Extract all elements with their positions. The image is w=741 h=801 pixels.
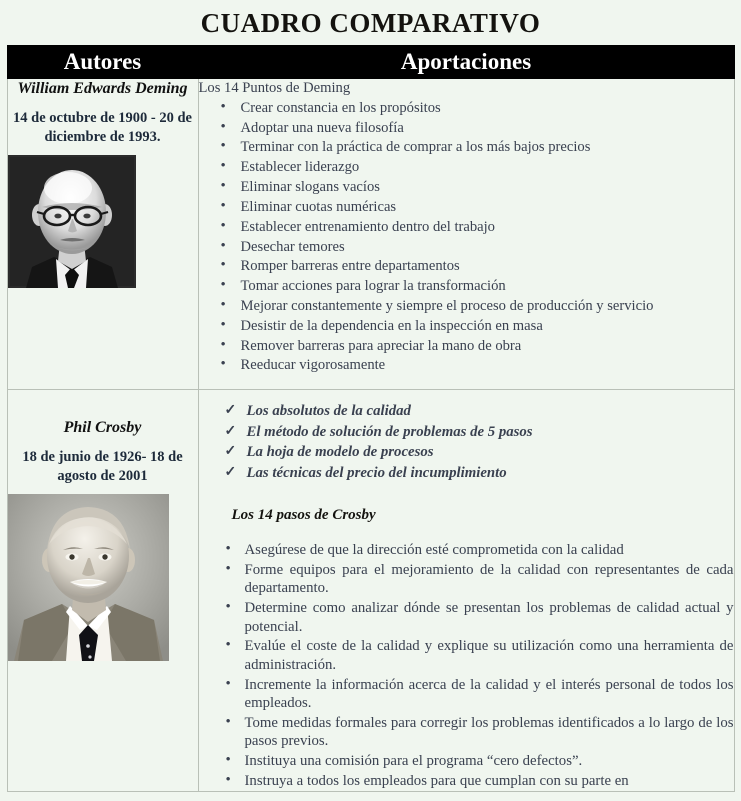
list-item: • Adoptar una nueva filosofía bbox=[241, 119, 734, 138]
list-item: • Forme equipos para el mejoramiento de la calidad con representantes de cada departamento. bbox=[245, 561, 734, 598]
table-header-row bbox=[7, 46, 734, 79]
list-item: • Mejorar constantemente y siempre el proceso de producción y servicio bbox=[241, 297, 734, 316]
contributions-cell-deming bbox=[198, 79, 734, 390]
list-item: ✓ Los absolutos de la calidad bbox=[247, 402, 734, 422]
list-item: • Instituya una comisión para el programa “cero defectos”. bbox=[245, 752, 734, 771]
list-item: • Desistir de la dependencia en la inspección en masa bbox=[241, 317, 734, 336]
table-row bbox=[7, 390, 734, 792]
list-item: • Eliminar slogans vacíos bbox=[241, 178, 734, 197]
author-name: William Edwards Deming bbox=[17, 80, 188, 97]
list-item: • Desechar temores bbox=[241, 238, 734, 257]
column-header-aportaciones: Aportaciones bbox=[198, 46, 734, 79]
table-row bbox=[7, 79, 734, 390]
column-header-autores: Autores bbox=[7, 46, 198, 79]
author-name: Phil Crosby bbox=[63, 419, 142, 436]
deming-portrait bbox=[8, 155, 136, 288]
list-item: • Incremente la información acerca de la calidad y el interés personal de todos los empleados. bbox=[245, 676, 734, 713]
page-title: CUADRO COMPARATIVO bbox=[200, 8, 541, 38]
list-item: • Tomar acciones para lograr la transformación bbox=[241, 277, 734, 296]
deming-lead: Los 14 Puntos de Deming bbox=[198, 80, 351, 96]
list-item: • Asegúrese de que la dirección esté comprometida con la calidad bbox=[245, 541, 734, 560]
crosby-steps-list bbox=[199, 541, 734, 790]
crosby-absolutes-list bbox=[199, 402, 734, 484]
author-cell-crosby bbox=[7, 390, 198, 792]
list-item: ✓ El método de solución de problemas de 5 pasos bbox=[247, 423, 734, 443]
author-dates: 18 de junio de 1926- 18 de agosto de 2001 bbox=[22, 449, 183, 484]
contributions-cell-crosby bbox=[198, 390, 734, 792]
list-item: • Evalúe el coste de la calidad y explique su utilización como una herramienta de administración. bbox=[245, 637, 734, 674]
author-dates: 14 de octubre de 1900 - 20 de diciembre de 1993. bbox=[13, 110, 192, 145]
list-item: • Instruya a todos los empleados para que cumplan con su parte en bbox=[245, 772, 734, 791]
list-item: • Eliminar cuotas numéricas bbox=[241, 198, 734, 217]
list-item: • Romper barreras entre departamentos bbox=[241, 257, 734, 276]
list-item: ✓ Las técnicas del precio del incumplimiento bbox=[247, 464, 734, 484]
deming-bullet-list bbox=[199, 99, 734, 375]
comparative-table bbox=[7, 45, 735, 792]
list-item: • Determine como analizar dónde se presentan los problemas de calidad actual y potencial. bbox=[245, 599, 734, 636]
crosby-portrait bbox=[8, 494, 169, 661]
list-item: ✓ La hoja de modelo de procesos bbox=[247, 443, 734, 463]
list-item: • Establecer liderazgo bbox=[241, 158, 734, 177]
list-item: • Reeducar vigorosamente bbox=[241, 356, 734, 375]
list-item: • Terminar con la práctica de comprar a los más bajos precios bbox=[241, 138, 734, 157]
list-item: • Tome medidas formales para corregir los problemas identificados a lo largo de los pasos previos. bbox=[245, 714, 734, 751]
crosby-subheading: Los 14 pasos de Crosby bbox=[231, 506, 376, 523]
list-item: • Establecer entrenamiento dentro del trabajo bbox=[241, 218, 734, 237]
list-item: • Remover barreras para apreciar la mano de obra bbox=[241, 337, 734, 356]
list-item: • Crear constancia en los propósitos bbox=[241, 99, 734, 118]
author-cell-deming bbox=[7, 79, 198, 390]
